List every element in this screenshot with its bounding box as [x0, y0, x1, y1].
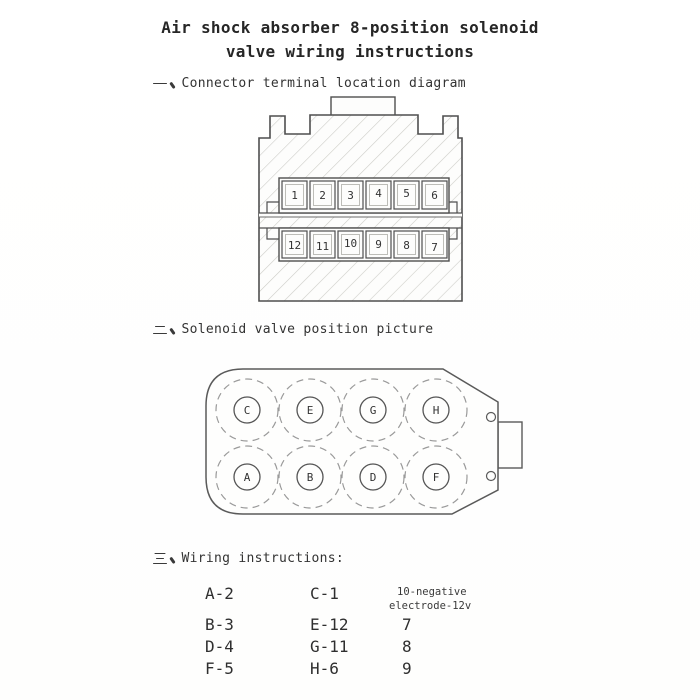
cjk-numeral-two-icon	[152, 323, 167, 337]
terminal-number: 10	[343, 237, 358, 250]
terminal-number: 5	[403, 187, 410, 200]
valve-position-label: C	[243, 404, 251, 417]
wiring-note-line1: 10-negative	[397, 586, 467, 598]
wiring-note-line2: electrode-12v	[389, 600, 472, 612]
wiring-pair: G-11	[310, 637, 349, 656]
section-3-heading	[152, 551, 344, 566]
page-title-line1: Air shock absorber 8-position solenoid	[161, 18, 539, 37]
cjk-numeral-one-icon	[152, 77, 167, 91]
terminal-number: 4	[375, 187, 382, 200]
wiring-terminal: 9	[402, 659, 412, 678]
section-3-heading-text: Wiring instructions:	[181, 551, 345, 566]
terminal-number: 7	[431, 241, 438, 254]
connector-terminal-diagram	[255, 92, 467, 307]
wiring-pair: C-1	[310, 584, 339, 603]
section-2-heading	[152, 322, 433, 337]
terminal-number: 12	[287, 239, 302, 252]
cjk-comma-icon	[169, 557, 175, 564]
valve-position-label: A	[243, 471, 251, 484]
wiring-terminal: 8	[402, 637, 412, 656]
wiring-pair: D-4	[205, 637, 234, 656]
wiring-pair: B-3	[205, 615, 234, 634]
wiring-terminal: 7	[402, 615, 412, 634]
valve-connector-tab	[498, 422, 522, 468]
terminal-number: 1	[291, 189, 298, 202]
terminal-number: 9	[375, 238, 382, 251]
page-title-line2: valve wiring instructions	[225, 42, 475, 61]
valve-position-label: B	[306, 471, 314, 484]
cjk-numeral-three-icon	[152, 552, 167, 566]
wiring-pair: H-6	[310, 659, 339, 678]
wiring-pair: F-5	[205, 659, 234, 678]
section-1-heading-text: Connector terminal location diagram	[181, 76, 466, 91]
connector-top-tab	[331, 97, 395, 116]
section-2-heading-text: Solenoid valve position picture	[181, 322, 434, 337]
wiring-pair: E-12	[310, 615, 349, 634]
terminal-number: 3	[347, 189, 354, 202]
cjk-comma-icon	[169, 328, 175, 335]
cjk-comma-icon	[169, 82, 175, 89]
valve-position-label: D	[369, 471, 377, 484]
solenoid-valve-diagram	[200, 362, 530, 522]
valve-position-label: G	[369, 404, 377, 417]
terminal-number: 6	[431, 189, 438, 202]
terminal-number: 11	[315, 240, 330, 253]
valve-position-label: F	[432, 471, 440, 484]
valve-position-label: H	[432, 404, 440, 417]
valve-position-label: E	[306, 404, 314, 417]
terminal-number: 2	[319, 189, 326, 202]
wiring-pair: A-2	[205, 584, 234, 603]
terminal-number: 8	[403, 239, 410, 252]
valve-body-outline	[206, 369, 498, 514]
section-1-heading	[152, 76, 466, 91]
